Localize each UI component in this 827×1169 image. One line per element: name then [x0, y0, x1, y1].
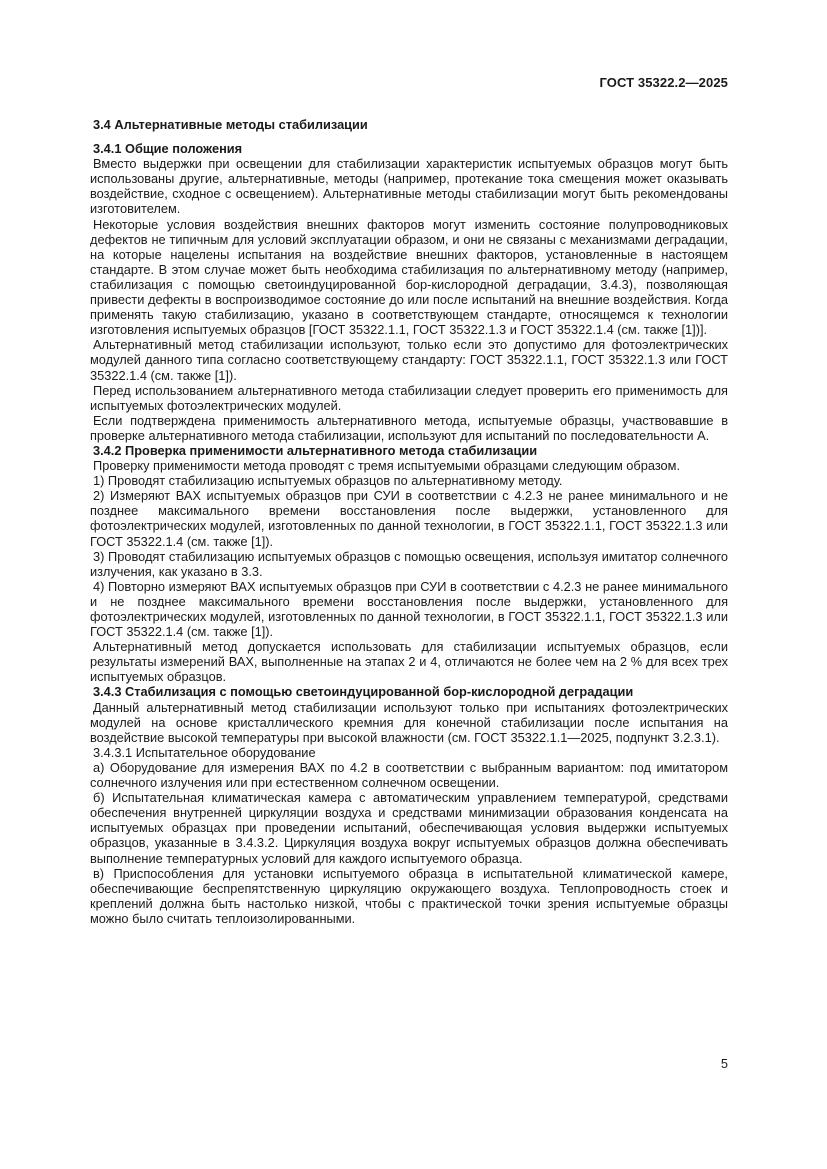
list-item-v: в) Приспособления для установки испытуемого образца в испытательной климатической камере, обеспечивающие беспрепятственную циркуляцию окружающего воздуха. Теплопроводность стоек и креплений должна быть настолько низкой, чтобы с практической точки зрения испытуемые образцы можно было считать теплоизолированными. — [90, 865, 728, 926]
list-step-1: 1) Проводят стабилизацию испытуемых образцов по альтернативному методу. — [93, 473, 563, 489]
paragraph: Перед использованием альтернативного метода стабилизации следует проверить его применимость для испытуемых фотоэлектрических модулей. — [90, 382, 728, 413]
subsection-title-3-4-2: 3.4.2 Проверка применимости альтернативного метода стабилизации — [93, 442, 538, 458]
paragraph: Если подтверждена применимость альтернативного метода, испытуемые образцы, участвовавшие в проверке альтернативного метода стабилизации, используют для испытаний по последовательности А. — [90, 412, 728, 443]
subsection-3-4-2-body — [90, 458, 728, 684]
paragraph: Данный альтернативный метод стабилизации используют только при испытаниях фотоэлектрических модулей на основе кристаллического кремния для конечной стабилизации после испытания на воздействие высокой температуры при высокой влажности (см. ГОСТ 35322.1.1—2025, подпункт 3.2.3.1). — [90, 699, 728, 745]
subsection-title-3-4-1: 3.4.1 Общие положения — [93, 141, 243, 157]
subsection-3-4-1-body — [90, 156, 728, 443]
list-step-3: 3) Проводят стабилизацию испытуемых образцов с помощью освещения, используя имитатор солнечного излучения, как указано в 3.3. — [90, 548, 728, 579]
paragraph: Альтернативный метод допускается использовать для стабилизации испытуемых образцов, если результаты измерений ВАХ, выполненные на этапах 2 и 4, отличаются не более чем на 2 % для всех трех испытуемых образцов. — [90, 639, 728, 685]
paragraph: Вместо выдержки при освещении для стабилизации характеристик испытуемых образцов могут быть использованы другие, альтернативные, методы (например, протекание тока смещения может оказывать воздействие, сходное с освещением). Альтернативные методы стабилизации могут быть рекомендованы изготовителем. — [90, 156, 728, 217]
page-content — [90, 117, 728, 926]
paragraph: Проверку применимости метода проводят с тремя испытуемыми образцами следующим образом. — [93, 458, 681, 474]
subsection-3-4-3-body — [90, 700, 728, 926]
list-step-4: 4) Повторно измеряют ВАХ испытуемых образцов при СУИ в соответствии с 4.2.3 не ранее минимального и не позднее максимального времени восстановления после выдержки, установленного для фотоэлектрических модулей, изготовленных по данной технологии, в ГОСТ 35322.1.1, ГОСТ 35322.1.3 или ГОСТ 35322.1.4 (см. также [1]). — [90, 578, 728, 640]
section-title: 3.4 Альтернативные методы стабилизации — [93, 117, 368, 132]
paragraph: Альтернативный метод стабилизации используют, только если это допустимо для фотоэлектрических модулей данного типа согласно соответствующему стандарту: ГОСТ 35322.1.1, ГОСТ 35322.1.3 или ГОСТ 35322.1.4 (см. также [1]). — [90, 337, 728, 383]
subsection-title-3-4-3: 3.4.3 Стабилизация с помощью светоиндуцированной бор-кислородной деградации — [93, 684, 634, 700]
paragraph: Некоторые условия воздействия внешних факторов могут изменить состояние полупроводниковых дефектов не типичным для условий эксплуатации образом, и они не связаны с механизмами деградации, на которые нацелены испытания на воздействие внешних факторов, установленные в настоящем стандарте. В этом случае может быть необходима стабилизация по альтернативному методу (например, стабилизация с помощью светоиндуцированной бор-кислородной деградации, 3.4.3), позволяющая привести дефекты в воспроизводимое состояние до или после испытаний на внешние воздействия. Когда применять такую стабилизацию, указано в соответствующем стандарте, относящемся к технологии изготовления испытуемых образцов [ГОСТ 35322.1.1, ГОСТ 35322.1.3 и ГОСТ 35322.1.4 (см. также [1])]. — [90, 216, 728, 338]
list-item-a: а) Оборудование для измерения ВАХ по 4.2 в соответствии с выбранным вариантом: под имитатором солнечного излучения или при естественном солнечном освещении. — [90, 759, 728, 791]
subsubsection-title-3-4-3-1: 3.4.3.1 Испытательное оборудование — [93, 744, 316, 760]
page-number: 5 — [720, 1056, 728, 1071]
document-code: ГОСТ 35322.2—2025 — [599, 75, 728, 90]
list-step-2: 2) Измеряют ВАХ испытуемых образцов при СУИ в соответствии с 4.2.3 не ранее минимального и не позднее максимального времени восстановления после выдержки, установленного для фотоэлектрических модулей, изготовленных по данной технологии, в ГОСТ 35322.1.1, ГОСТ 35322.1.3 или ГОСТ 35322.1.4 (см. также [1]). — [90, 488, 728, 549]
list-item-b: б) Испытательная климатическая камера с автоматическим управлением температурой, средствами обеспечения внутренней циркуляции воздуха и средствами минимизации образования конденсата на испытуемых образцах при проведении испытаний, обеспечивающая условия выдержки испытуемых образцов, указанные в 3.4.3.2. Циркуляция воздуха вокруг испытуемых образцов должна обеспечивать выполнение температурных условий для каждого испытуемого образца. — [90, 790, 728, 866]
